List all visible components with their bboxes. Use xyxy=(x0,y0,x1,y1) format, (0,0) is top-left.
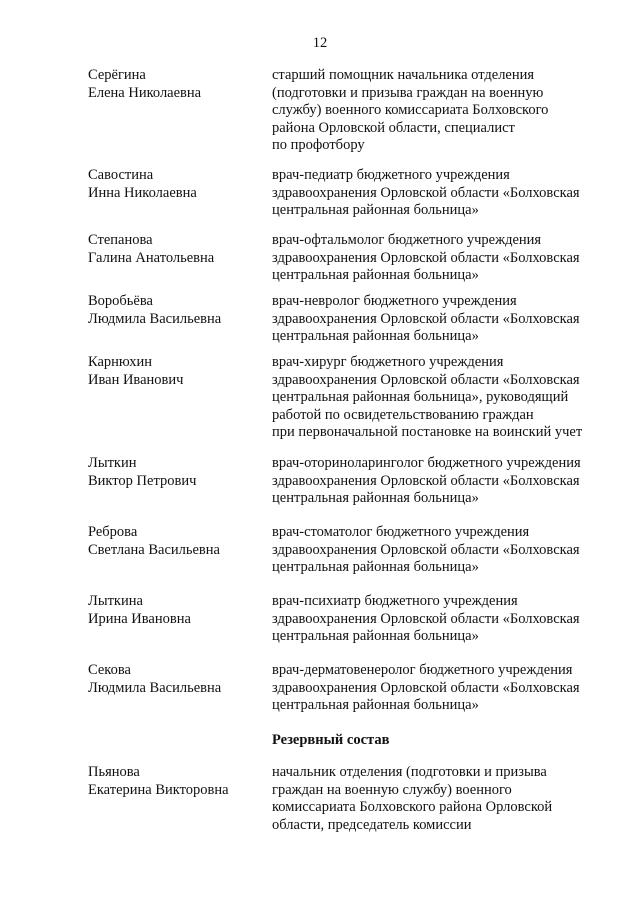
member-position-line: (подготовки и призыва граждан на военную xyxy=(272,84,544,101)
member-name xyxy=(88,524,263,559)
member-position-line: врач-психиатр бюджетного учреждения xyxy=(272,593,518,609)
member-position-line: начальник отделения (подготовки и призыва xyxy=(272,764,547,780)
member-position-line: врач-хирург бюджетного учреждения xyxy=(272,354,504,370)
member-position xyxy=(272,293,612,346)
member-name-line: Иван Иванович xyxy=(88,371,184,388)
member-position-line: центральная районная больница», руководящий xyxy=(272,389,569,406)
member-name xyxy=(88,593,263,628)
member-name xyxy=(88,67,263,102)
member-position xyxy=(272,167,612,220)
member-position xyxy=(272,354,612,442)
member-position xyxy=(272,593,612,646)
member-position-line: центральная районная больница» xyxy=(272,328,479,345)
member-name-line: Серёгина xyxy=(88,67,146,83)
page-number: 12 xyxy=(312,35,328,51)
member-position-line: службу) военного комиссариата Болховского xyxy=(272,102,549,119)
member-position-line: области, председатель комиссии xyxy=(272,816,472,833)
member-name-line: Виктор Петрович xyxy=(88,472,197,489)
member-position-line: здравоохранения Орловской области «Болховская xyxy=(272,184,580,201)
member-position-line: здравоохранения Орловской области «Болховская xyxy=(272,610,580,627)
member-position-line: граждан на военную службу) военного xyxy=(272,781,512,798)
member-name-line: Елена Николаевна xyxy=(88,84,202,101)
member-name-line: Инна Николаевна xyxy=(88,184,197,201)
member-name-line: Людмила Васильевна xyxy=(88,310,222,327)
member-position xyxy=(272,67,612,155)
member-name xyxy=(88,232,263,267)
member-name-line: Карнюхин xyxy=(88,354,152,370)
member-position-line: здравоохранения Орловской области «Болховская xyxy=(272,371,580,388)
member-position-line: центральная районная больница» xyxy=(272,267,479,284)
member-position-line: здравоохранения Орловской области «Болховская xyxy=(272,679,580,696)
member-position xyxy=(272,232,612,285)
member-position-line: врач-офтальмолог бюджетного учреждения xyxy=(272,232,542,248)
member-position-line: по профотбору xyxy=(272,137,365,154)
member-position xyxy=(272,455,612,508)
member-position-line: центральная районная больница» xyxy=(272,628,479,645)
member-position-line: здравоохранения Орловской области «Болховская xyxy=(272,472,580,489)
member-position-line: врач-стоматолог бюджетного учреждения xyxy=(272,524,530,540)
member-position-line: центральная районная больница» xyxy=(272,202,479,219)
member-name-line: Людмила Васильевна xyxy=(88,679,222,696)
member-position xyxy=(272,764,612,834)
member-position-line: работой по освидетельствованию граждан xyxy=(272,406,534,423)
member-position-line: при первоначальной постановке на воинский учет xyxy=(272,424,583,441)
reserve-section-title: Резервный состав xyxy=(272,732,390,748)
member-name xyxy=(88,167,263,202)
member-name xyxy=(88,455,263,490)
member-name-line: Савостина xyxy=(88,167,154,183)
member-name-line: Секова xyxy=(88,662,131,678)
member-position-line: врач-невролог бюджетного учреждения xyxy=(272,293,517,309)
member-position-line: здравоохранения Орловской области «Болховская xyxy=(272,249,580,266)
member-position-line: старший помощник начальника отделения xyxy=(272,67,535,83)
member-position-line: района Орловской области, специалист xyxy=(272,119,515,136)
member-position-line: врач-дерматовенеролог бюджетного учреждения xyxy=(272,662,573,678)
member-position xyxy=(272,524,612,577)
member-position-line: врач-педиатр бюджетного учреждения xyxy=(272,167,510,183)
member-position-line: комиссариата Болховского района Орловской xyxy=(272,799,553,816)
member-name-line: Воробьёва xyxy=(88,293,153,309)
member-position-line: центральная районная больница» xyxy=(272,490,479,507)
member-name-line: Екатерина Викторовна xyxy=(88,781,229,798)
member-name xyxy=(88,293,263,328)
member-name xyxy=(88,764,263,799)
member-position xyxy=(272,662,612,715)
member-position-line: центральная районная больница» xyxy=(272,697,479,714)
member-name-line: Галина Анатольевна xyxy=(88,249,215,266)
member-name-line: Светлана Васильевна xyxy=(88,541,220,558)
member-position-line: центральная районная больница» xyxy=(272,559,479,576)
member-position-line: врач-оториноларинголог бюджетного учреждения xyxy=(272,455,581,471)
member-name-line: Лыткина xyxy=(88,593,143,609)
member-name-line: Степанова xyxy=(88,232,153,248)
member-name-line: Пьянова xyxy=(88,764,140,780)
member-name-line: Лыткин xyxy=(88,455,137,471)
member-name xyxy=(88,662,263,697)
member-name-line: Реброва xyxy=(88,524,138,540)
member-name xyxy=(88,354,263,389)
member-position-line: здравоохранения Орловской области «Болховская xyxy=(272,541,580,558)
member-name-line: Ирина Ивановна xyxy=(88,610,191,627)
member-position-line: здравоохранения Орловской области «Болховская xyxy=(272,310,580,327)
